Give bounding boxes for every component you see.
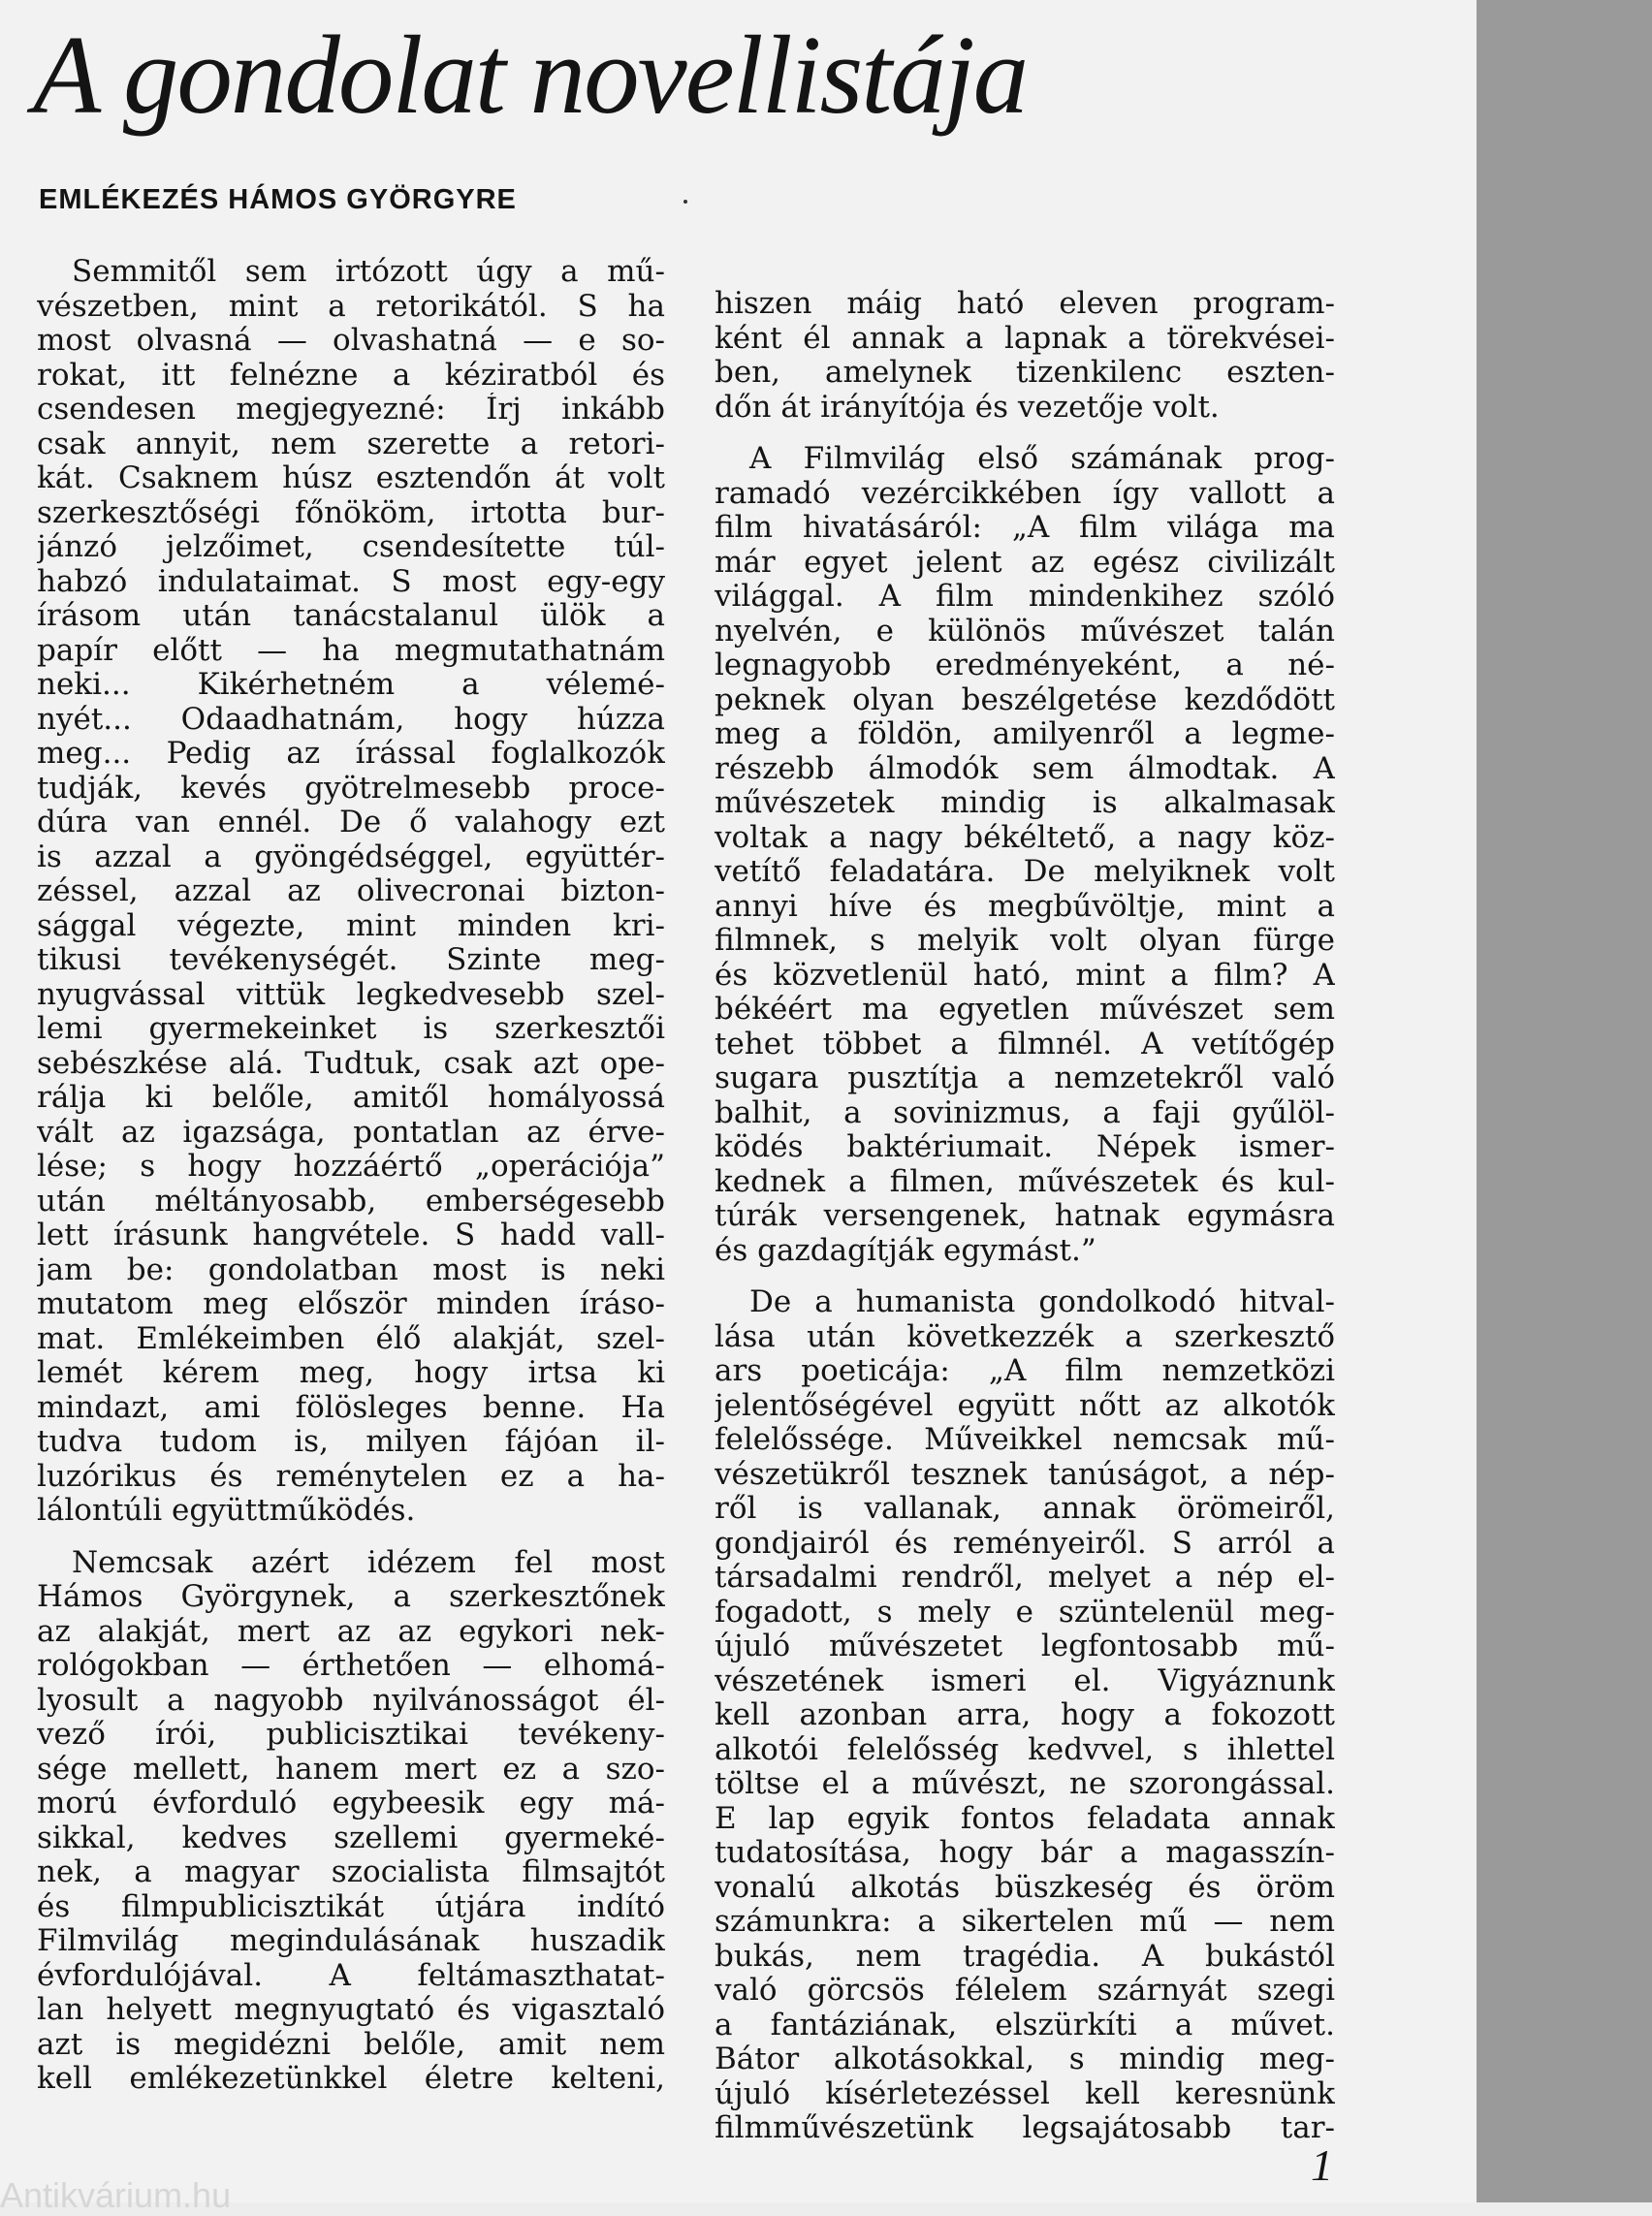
text-line: most olvasná — olvashatná — e so- xyxy=(37,324,665,358)
text-line: csak annyit, nem szerette a retori- xyxy=(37,427,665,461)
text-line: film hivatásáról: „A film világa ma xyxy=(715,511,1335,545)
text-line: lemi gyermekeinket is szerkesztői xyxy=(37,1012,665,1046)
text-line: ars poeticája: „A film nemzetközi xyxy=(715,1354,1335,1388)
text-line: vészetükről tesznek tanúságot, a nép- xyxy=(715,1457,1335,1492)
text-line: kell azonban arra, hogy a fokozott xyxy=(715,1698,1335,1732)
text-line: vonalú alkotás büszkeség és öröm xyxy=(715,1870,1335,1905)
text-line: Nemcsak azért idézem fel most xyxy=(72,1545,665,1580)
text-line: békéért ma egyetlen művészet sem xyxy=(715,993,1335,1027)
text-line: és filmpublicisztikát útjára indító xyxy=(37,1889,665,1924)
text-line: dúra van ennél. De ő valahogy ezt xyxy=(37,806,665,839)
text-line: nyugvással vittük legkedvesebb szel- xyxy=(37,977,665,1012)
text-line: jánzó jelzőimet, csendesítette túl- xyxy=(37,530,665,564)
text-line: lyosult a nagyobb nyilvánosságot él- xyxy=(37,1683,665,1718)
text-line: De a humanista gondolkodó hitval- xyxy=(749,1285,1335,1319)
text-line: lése; s hogy hozzáértő „operációja” xyxy=(37,1150,665,1184)
text-line: habzó indulataimat. S most egy-egy xyxy=(37,564,665,599)
page-number: 1 xyxy=(1311,2140,1333,2190)
text-line: kell emlékezetünkkel életre kelteni, xyxy=(37,2062,665,2096)
text-line: újuló kísérletezéssel kell keresnünk xyxy=(715,2076,1335,2111)
text-line: tikusi tevékenységét. Szinte meg- xyxy=(37,943,665,977)
text-line: filmnek, s melyik volt olyan fürge xyxy=(715,924,1335,958)
right-column xyxy=(715,287,1335,2146)
text-line: nek, a magyar szocialista filmsajtót xyxy=(37,1855,665,1889)
text-line: voltak a nagy békéltető, a nagy köz- xyxy=(715,820,1335,855)
text-line: vező írói, publicisztikai tevékeny- xyxy=(37,1718,665,1752)
text-line: lása után következzék a szerkesztő xyxy=(715,1319,1335,1354)
text-line: újuló művészetet legfontosabb mű- xyxy=(715,1630,1335,1663)
paragraph-gap xyxy=(37,1529,665,1546)
text-line: évfordulójával. A feltámaszthatat- xyxy=(37,1958,665,1993)
paragraph-gap xyxy=(715,1268,1335,1285)
text-line: fogadott, s mely e szüntelenül meg- xyxy=(715,1595,1335,1630)
paragraph xyxy=(37,255,665,1529)
text-line: ramadó vezércikkében így vallott a xyxy=(715,476,1335,511)
text-line: annyi híve és megbűvöltje, mint a xyxy=(715,889,1335,924)
text-line: lett írásunk hangvétele. S hadd vall- xyxy=(37,1219,665,1252)
text-line: lan helyett megnyugtató és vigasztaló xyxy=(37,1993,665,2027)
article-subtitle: EMLÉKEZÉS HÁMOS GYÖRGYRE xyxy=(39,184,517,215)
text-line: rológokban — érthetően — elhomá- xyxy=(37,1649,665,1683)
text-line: szerkesztőségi főnököm, irtotta bur- xyxy=(37,495,665,530)
text-line: és gazdagítják egymást.” xyxy=(715,1233,1096,1268)
text-line: sége mellett, hanem mert ez a szo- xyxy=(37,1752,665,1787)
text-line: sikkal, kedves szellemi gyermeké- xyxy=(37,1820,665,1855)
left-column xyxy=(37,255,665,2097)
paragraph xyxy=(37,1546,665,2097)
print-speck xyxy=(683,200,687,204)
text-line: ként él annak a lapnak a törekvései- xyxy=(715,321,1335,356)
text-line: sebészkése alá. Tudtuk, csak azt ope- xyxy=(37,1046,665,1081)
text-line: felelőssége. Műveikkel nemcsak mű- xyxy=(715,1423,1335,1457)
text-line: zéssel, azzal az olivecronai bizton- xyxy=(37,874,665,908)
text-line: a fantáziának, elszürkíti a művet. xyxy=(715,2008,1335,2042)
text-line: luzórikus és reménytelen ez a ha- xyxy=(37,1459,665,1494)
text-line: írásom után tanácstalanul ülök a xyxy=(37,599,665,633)
text-line: vált az igazsága, pontatlan az érve- xyxy=(37,1115,665,1150)
text-line: töltse el a művészt, ne szorongással. xyxy=(715,1767,1335,1801)
text-line: ben, amelynek tizenkilenc eszten- xyxy=(715,356,1335,390)
text-line: és közvetlenül ható, mint a film? A xyxy=(715,958,1335,993)
text-line: tudják, kevés gyötrelmesebb proce- xyxy=(37,771,665,806)
text-line: vetítő feladatára. De melyiknek volt xyxy=(715,855,1335,889)
text-line: Hámos Györgynek, a szerkesztőnek xyxy=(37,1580,665,1614)
text-line: dőn át irányítója és vezetője volt. xyxy=(715,390,1220,425)
text-line: Filmvilág megindulásának huszadik xyxy=(37,1924,665,1958)
text-line: rálja ki belőle, amitől homályossá xyxy=(37,1081,665,1115)
text-line: csendesen megjegyezné: Írj inkább xyxy=(37,393,665,427)
text-line: után méltányosabb, emberségesebb xyxy=(37,1184,665,1219)
text-line: alkotói felelősség kedvvel, s ihlettel xyxy=(715,1732,1335,1767)
paragraph-gap xyxy=(715,425,1335,442)
text-line: Semmitől sem irtózott úgy a mű- xyxy=(72,255,665,289)
text-line: neki... Kikérhetném a vélemé- xyxy=(37,668,665,702)
paragraph xyxy=(715,1285,1335,2146)
text-line: meg a földön, amilyenről a legme- xyxy=(715,717,1335,751)
text-line: bukás, nem tragédia. A bukástól xyxy=(715,1939,1335,1974)
text-line: mutatom meg először minden íráso- xyxy=(37,1287,665,1321)
text-line: mindazt, ami fölösleges benne. Ha xyxy=(37,1390,665,1425)
paragraph xyxy=(715,442,1335,1268)
text-line: peknek olyan beszélgetése kezdődött xyxy=(715,682,1335,717)
text-line: lemét kérem meg, hogy irtsa ki xyxy=(37,1356,665,1390)
text-line: lálontúli együttműködés. xyxy=(37,1494,416,1528)
text-line: számunkra: a sikertelen mű — nem xyxy=(715,1905,1335,1939)
text-line: sugara pusztítja a nemzetekről való xyxy=(715,1061,1335,1095)
article-title: A gondolat novellistája xyxy=(33,14,1028,137)
text-line: nyelvén, e különös művészet talán xyxy=(715,614,1335,649)
text-line: világgal. A film mindenkihez szóló xyxy=(715,580,1335,614)
text-line: ről is vallanak, annak örömeiről, xyxy=(715,1492,1335,1526)
text-line: gondjairól és reményeiről. S arról a xyxy=(715,1526,1335,1561)
text-line: nyét... Odaadhatnám, hogy húzza xyxy=(37,702,665,737)
text-line: vészetének ismeri el. Vigyáznunk xyxy=(715,1663,1335,1698)
text-line: papír előtt — ha megmutathatnám xyxy=(37,633,665,668)
text-line: való görcsös félelem szárnyát szegi xyxy=(715,1974,1335,2008)
paragraph xyxy=(715,287,1335,425)
page-edge-shadow xyxy=(1477,0,1652,2202)
text-line: A Filmvilág első számának prog- xyxy=(749,442,1335,476)
text-line: kát. Csaknem húsz esztendőn át volt xyxy=(37,461,665,495)
text-line: túrák versengenek, hatnak egymásra xyxy=(715,1199,1335,1233)
text-line: filmművészetünk legsajátosabb tar- xyxy=(715,2111,1335,2145)
text-line: balhit, a sovinizmus, a faji gyűlöl- xyxy=(715,1095,1335,1130)
text-line: az alakját, mert az az egykori nek- xyxy=(37,1614,665,1649)
text-line: meg... Pedig az írással foglalkozók xyxy=(37,737,665,771)
text-line: művészetek mindig is alkalmasak xyxy=(715,786,1335,820)
text-line: legnagyobb eredményeként, a né- xyxy=(715,649,1335,682)
text-line: tudatosítása, hogy bár a magasszín- xyxy=(715,1836,1335,1870)
text-line: ködés baktériumait. Népek ismer- xyxy=(715,1130,1335,1164)
text-line: jelentőségével együtt nőtt az alkotók xyxy=(715,1388,1335,1423)
text-line: tudva tudom is, milyen fájóan il- xyxy=(37,1425,665,1459)
text-line: morú évforduló egybeesik egy má- xyxy=(37,1787,665,1820)
text-line: rokat, itt felnézne a kéziratból és xyxy=(37,358,665,393)
text-line: társadalmi rendről, melyet a nép el- xyxy=(715,1561,1335,1595)
text-line: kednek a filmen, művészetek és kul- xyxy=(715,1164,1335,1199)
text-line: Bátor alkotásokkal, s mindig meg- xyxy=(715,2042,1335,2076)
text-line: mat. Emlékeimben élő alakját, szel- xyxy=(37,1321,665,1356)
text-line: sággal végezte, mint minden kri- xyxy=(37,908,665,943)
text-line: azt is megidézni belőle, amit nem xyxy=(37,2027,665,2062)
text-line: tehet többet a filmnél. A vetítőgép xyxy=(715,1027,1335,1061)
text-line: is azzal a gyöngédséggel, együttér- xyxy=(37,839,665,874)
text-line: hiszen máig ható eleven program- xyxy=(715,287,1335,321)
text-line: jam be: gondolatban most is neki xyxy=(37,1252,665,1287)
text-line: már egyet jelent az egész civilizált xyxy=(715,545,1335,580)
text-line: E lap egyik fontos feladata annak xyxy=(715,1801,1335,1836)
text-line: vészetben, mint a retorikától. S ha xyxy=(37,289,665,324)
text-line: részebb álmodók sem álmodtak. A xyxy=(715,751,1335,786)
watermark: Antikvárium.hu xyxy=(0,2175,232,2215)
